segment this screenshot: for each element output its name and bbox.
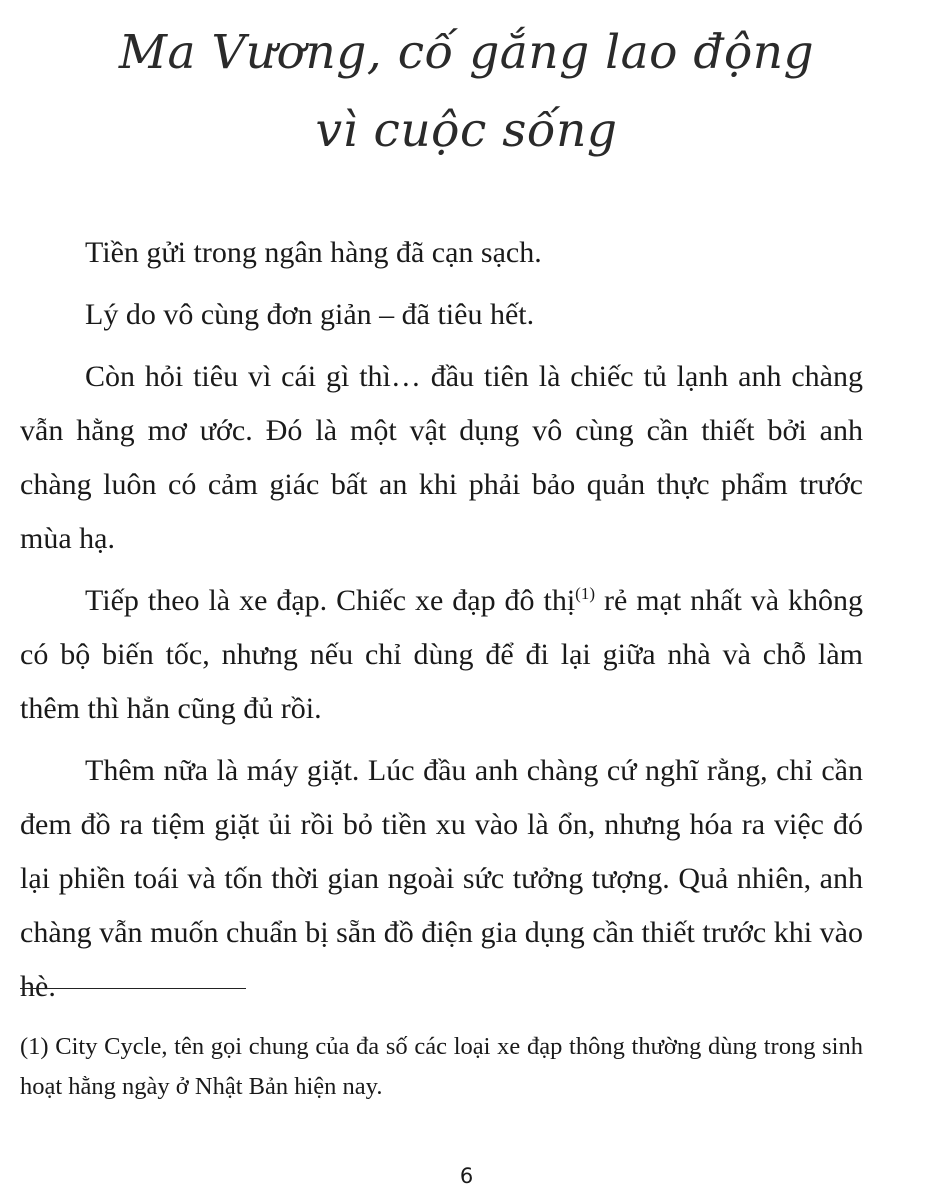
paragraph-2: Lý do vô cùng đơn giản – đã tiêu hết. bbox=[85, 298, 535, 331]
footnote-divider bbox=[20, 988, 246, 989]
paragraph-1: Tiền gửi trong ngân hàng đã cạn sạch. bbox=[85, 236, 542, 269]
footnote-reference: (1) bbox=[575, 584, 595, 603]
chapter-title-line-1: Ma Vương, cố gắng lao động bbox=[118, 25, 815, 80]
chapter-title bbox=[0, 14, 933, 170]
chapter-title-line-2: vì cuộc sống bbox=[315, 103, 618, 158]
paragraph-4-part-2: rẻ mạt nhất và không có bộ biến tốc, nhưng nếu chỉ dùng để đi lại giữa nhà và chỗ làm thêm thì hẳn cũng đủ rồi. bbox=[20, 584, 863, 725]
body-text bbox=[20, 226, 863, 1022]
paragraph-3: Còn hỏi tiêu vì cái gì thì… đầu tiên là chiếc tủ lạnh anh chàng vẫn hằng mơ ước. Đó là một vật dụng vô cùng cần thiết bởi anh chàng luôn có cảm giác bất an khi phải bảo quản thực phẩm trước mùa hạ. bbox=[20, 360, 863, 555]
footnote: (1) City Cycle, tên gọi chung của đa số các loại xe đạp thông thường dùng trong sinh hoạt hằng ngày ở Nhật Bản hiện nay. bbox=[20, 1033, 863, 1100]
paragraph-4 bbox=[20, 574, 863, 736]
paragraph-4-part-1: Tiếp theo là xe đạp. Chiếc xe đạp đô thị bbox=[85, 584, 576, 617]
paragraph-5: Thêm nữa là máy giặt. Lúc đầu anh chàng cứ nghĩ rằng, chỉ cần đem đồ ra tiệm giặt ủi rồi bỏ tiền xu vào là ổn, nhưng hóa ra việc đó lại phiền toái và tốn thời gian ngoài sức tưởng tượng. Quả nhiên, anh chàng vẫn muốn chuẩn bị sẵn đồ điện gia dụng cần thiết trước khi vào hè. bbox=[20, 754, 863, 1003]
page-number: 6 bbox=[459, 1164, 474, 1188]
